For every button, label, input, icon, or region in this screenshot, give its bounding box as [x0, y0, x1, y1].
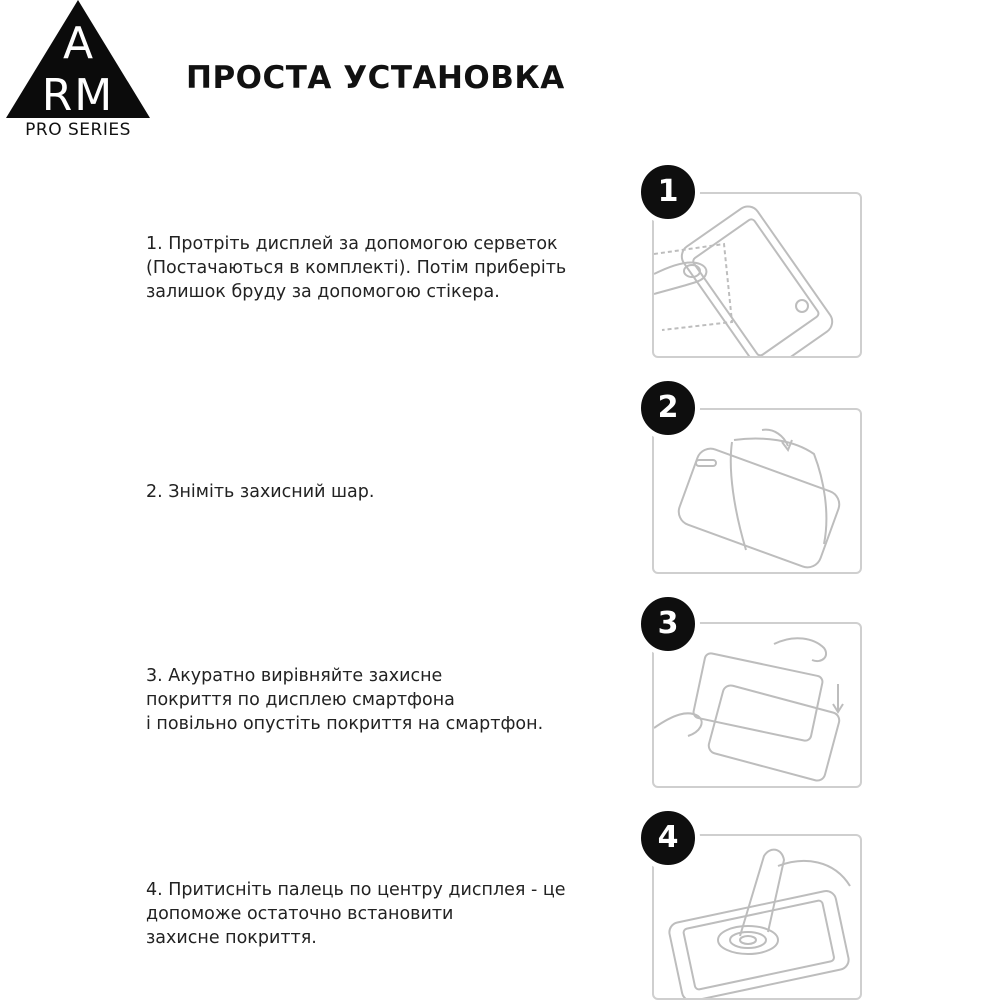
step-2-number-badge: 2: [636, 376, 700, 440]
step-3-number-badge: 3: [636, 592, 700, 656]
step-3-line: і повільно опустіть покриття на смартфон.: [146, 714, 544, 734]
step-3-line: 3. Акуратно вирівняйте захисне: [146, 666, 443, 686]
step-3-text: [146, 664, 626, 736]
logo-letter-a: A: [62, 18, 94, 69]
step-4-line: захисне покриття.: [146, 928, 317, 948]
step-4-line: допоможе остаточно встановити: [146, 904, 454, 924]
step-1-line: залишок бруду за допомогою стікера.: [146, 282, 500, 302]
step-4-text: [146, 878, 626, 950]
step-1-number-badge: 1: [636, 160, 700, 224]
step-2-text: [146, 480, 626, 504]
step-2-line: 2. Зніміть захисний шар.: [146, 482, 375, 502]
step-4-number-badge: 4: [636, 806, 700, 870]
step-1-line: (Постачаються в комплекті). Потім приберіть: [146, 258, 567, 278]
brand-series: PRO SERIES: [25, 120, 131, 140]
logo-letters-rm: RM: [41, 70, 115, 121]
step-1-line: 1. Протріть дисплей за допомогою серветок: [146, 234, 558, 254]
step-1-text: [146, 232, 626, 304]
page-title: ПРОСТА УСТАНОВКА: [186, 60, 565, 96]
step-3-line: покриття по дисплею смартфона: [146, 690, 455, 710]
step-4-line: 4. Притисніть палець по центру дисплея - це: [146, 880, 566, 900]
